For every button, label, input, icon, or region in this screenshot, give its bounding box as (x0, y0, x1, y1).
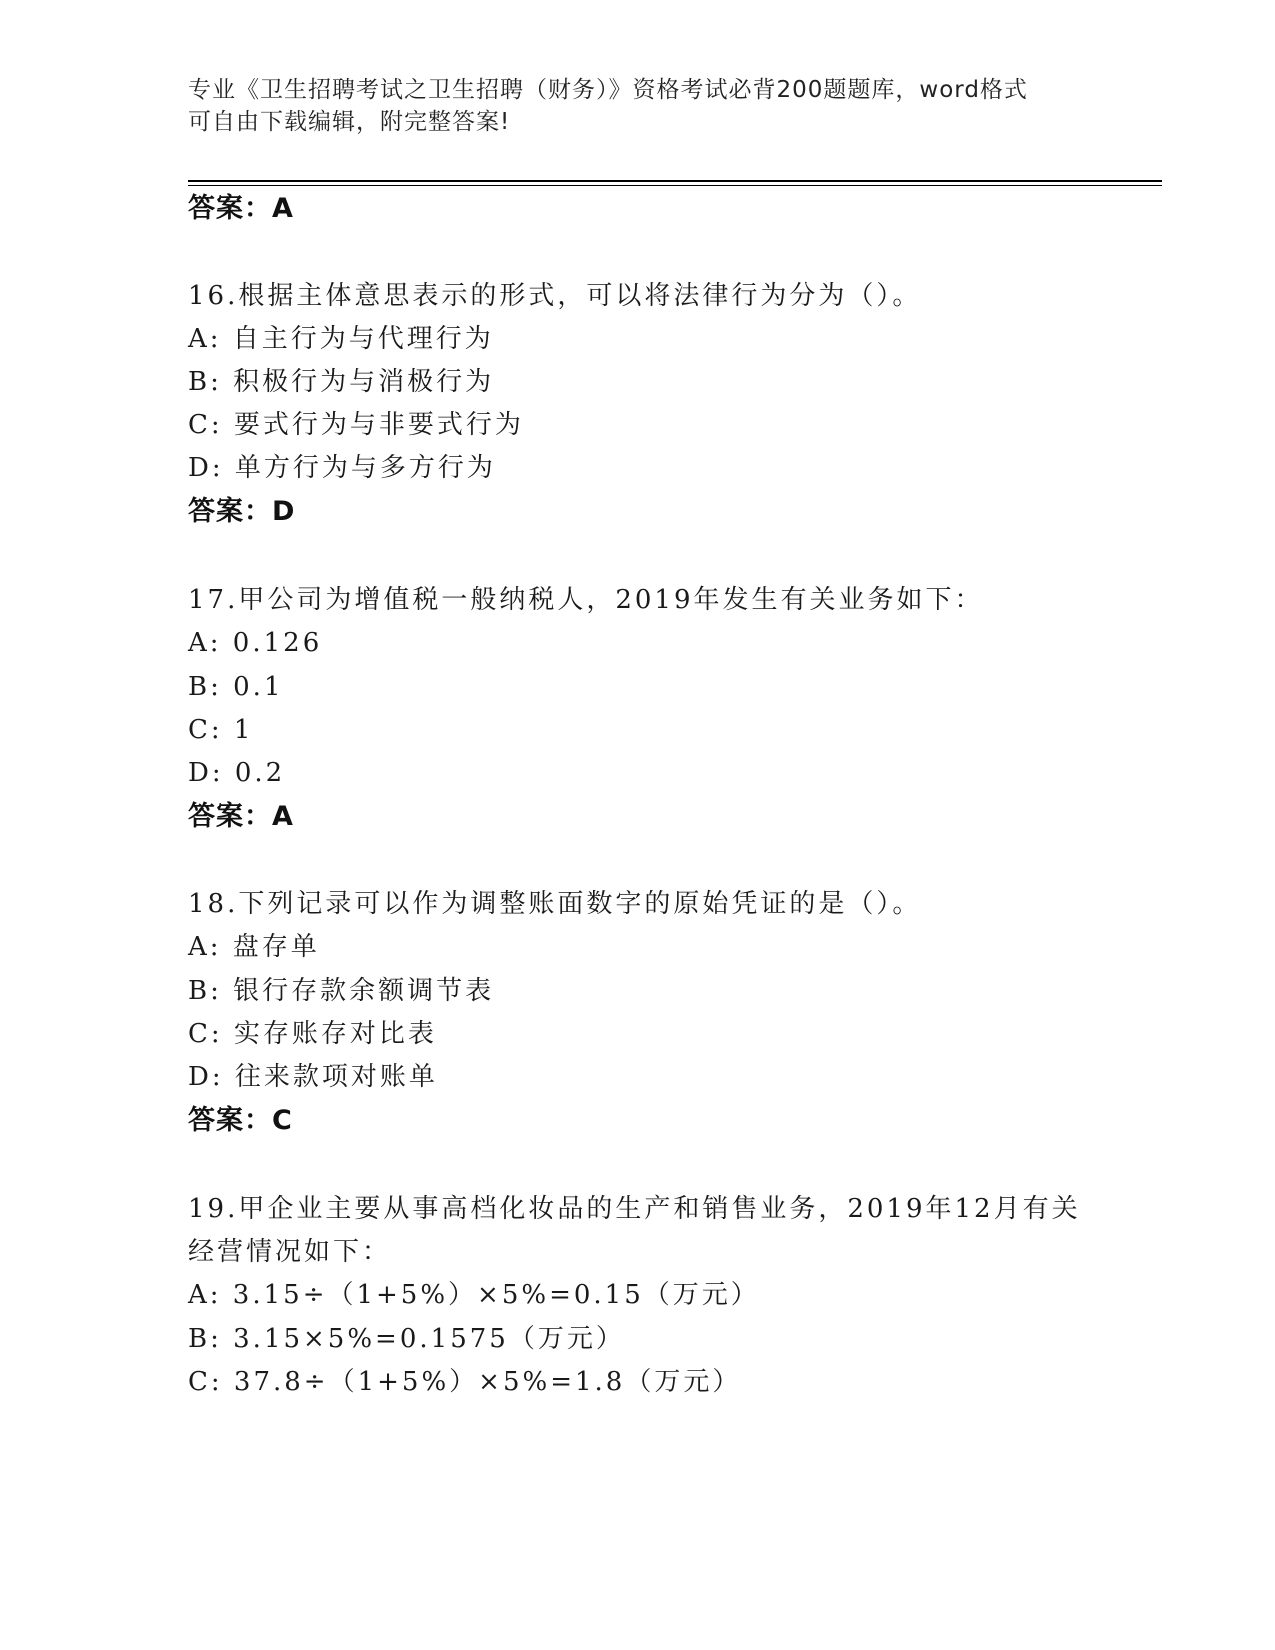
question-18-option-b: B: 银行存款余额调节表 (188, 976, 495, 1006)
question-19-stem-line-2: 经营情况如下： (188, 1237, 392, 1267)
question-17-option-d: D: 0.2 (188, 758, 286, 788)
document-header (188, 74, 1068, 138)
question-18-option-c: C: 实存账存对比表 (188, 1019, 437, 1049)
question-18-option-d: D: 往来款项对账单 (188, 1062, 438, 1092)
header-divider-thick (188, 180, 1162, 182)
question-18-answer: 答案：C (188, 1105, 293, 1136)
question-18-option-a: A: 盘存单 (188, 932, 320, 962)
question-17-option-b: B: 0.1 (188, 672, 284, 702)
question-17-option-a: A: 0.126 (188, 628, 323, 658)
header-divider-thin (188, 185, 1162, 186)
question-19-option-a: A: 3.15÷（1+5%）×5%=0.15（万元） (188, 1280, 760, 1310)
question-17-stem: 17.甲公司为增值税一般纳税人，2019年发生有关业务如下： (188, 585, 984, 615)
question-16-answer: 答案：D (188, 496, 296, 527)
question-17-option-c: C: 1 (188, 715, 254, 745)
question-18-stem: 18.下列记录可以作为调整账面数字的原始凭证的是（）。 (188, 889, 922, 919)
question-16-option-d: D: 单方行为与多方行为 (188, 453, 496, 483)
header-title-line-2: 可自由下载编辑，附完整答案! (188, 109, 511, 135)
question-16-option-c: C: 要式行为与非要式行为 (188, 410, 524, 440)
question-19-option-b: B: 3.15×5%=0.1575（万元） (188, 1324, 625, 1354)
question-19-option-c: C: 37.8÷（1+5%）×5%=1.8（万元） (188, 1367, 742, 1397)
question-16-stem: 16.根据主体意思表示的形式，可以将法律行为分为（）。 (188, 281, 922, 311)
question-16-option-b: B: 积极行为与消极行为 (188, 367, 495, 397)
header-title-line-1: 专业《卫生招聘考试之卫生招聘（财务）》资格考试必背200题题库，word格式 (188, 77, 1028, 103)
question-19-stem-line-1: 19.甲企业主要从事高档化妆品的生产和销售业务，2019年12月有关 (188, 1194, 1081, 1224)
question-16-option-a: A: 自主行为与代理行为 (188, 324, 494, 354)
previous-answer: 答案：A (188, 193, 294, 224)
question-17-answer: 答案：A (188, 801, 294, 832)
